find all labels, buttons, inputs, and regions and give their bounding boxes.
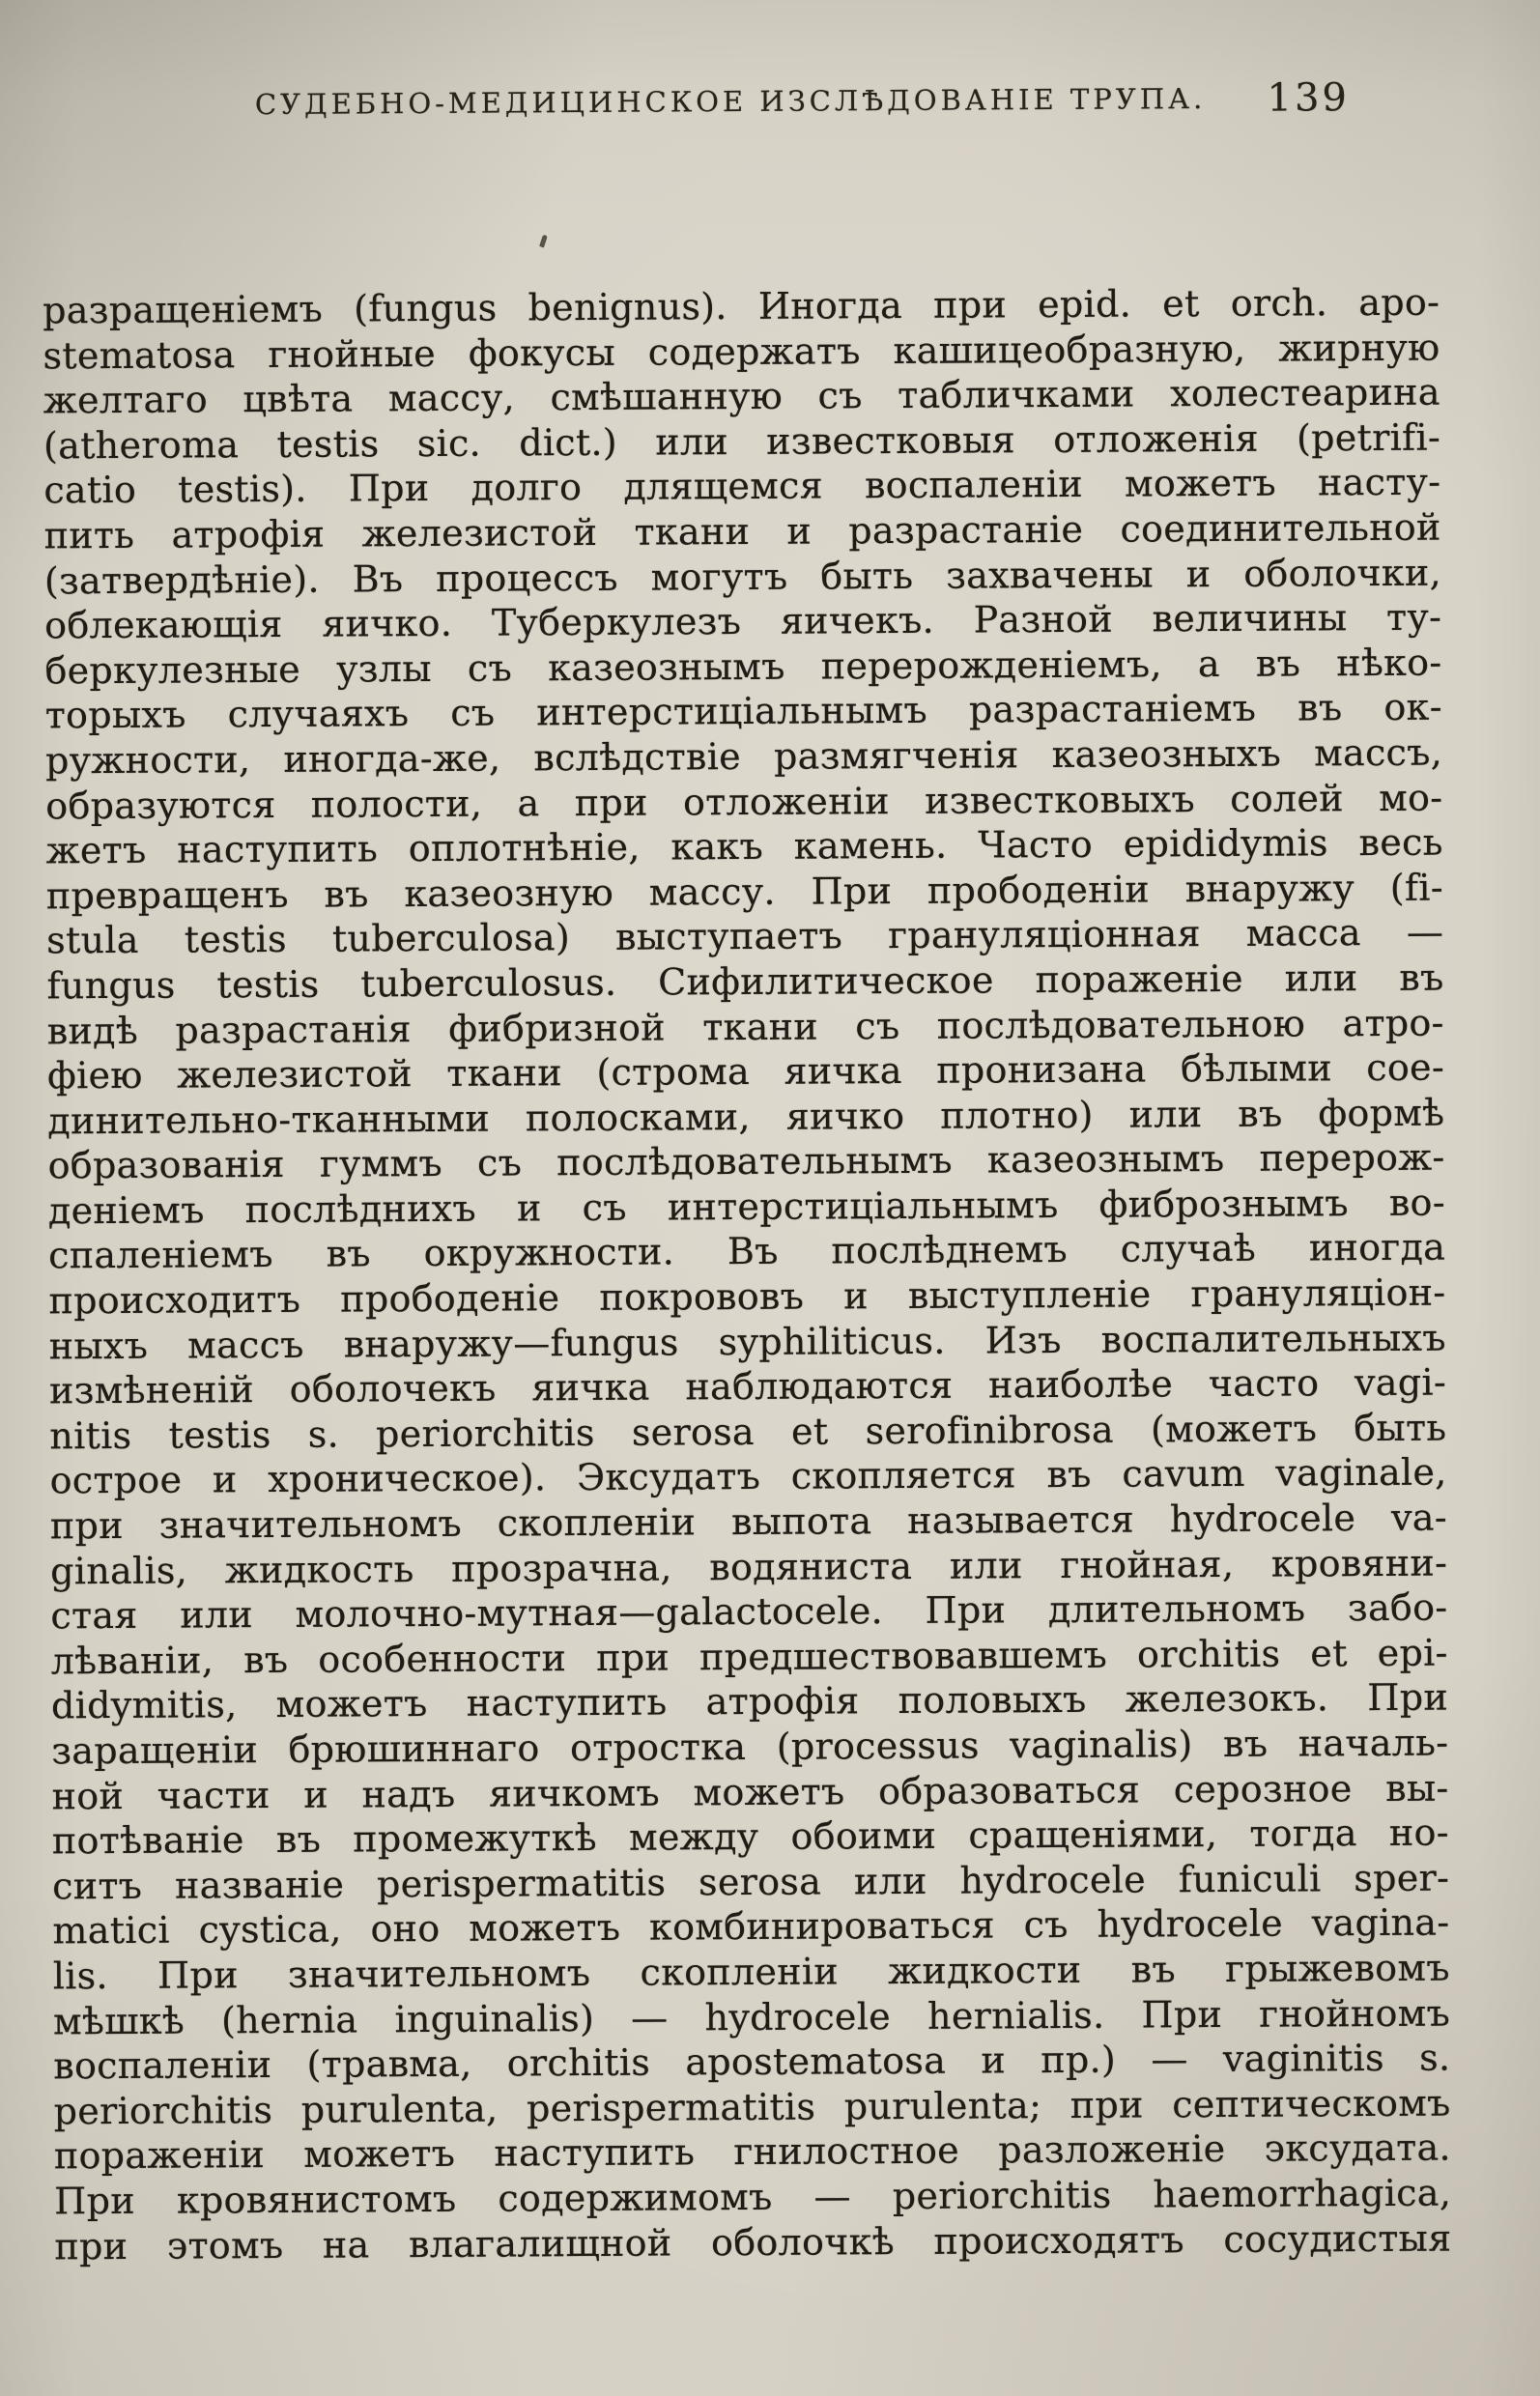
text-line: (затвердѣніе). Въ процессъ могутъ быть захвачены и оболочки, [43,551,1442,602]
page-content [41,0,1451,2269]
text-line: деніемъ послѣднихъ и съ интерстиціальнымъ фибрознымъ во- [47,1181,1446,1233]
text-line: облекающія яичко. Туберкулезъ яичекъ. Разной величины ту- [44,595,1442,647]
text-line: nitis testis s. periorchitis serosa et serofinibrosa (можетъ быть [49,1406,1447,1458]
text-line: мѣшкѣ (hernia inguinalis) — hydrocele hernialis. При гнойномъ [52,1991,1451,2042]
text-line: пораженіи можетъ наступить гнилостное разложеніе эксудата. [53,2125,1451,2178]
body-text-block [43,280,1451,2269]
text-line: didymitis, можетъ наступить атрофія половыхъ железокъ. При [50,1675,1449,1727]
text-line: при значительномъ скопленіи выпота называется hydrocele va- [49,1496,1448,1548]
text-line: lis. При значительномъ скопленіи жидкости въ грыжевомъ [52,1946,1450,1998]
text-line: видѣ разрастанія фибризной ткани съ послѣдовательною атро- [46,1001,1444,1052]
running-header [42,75,1439,136]
text-line: ситъ названіе perispermatitis serosa или hydrocele funiculi sper- [52,1856,1450,1908]
text-line: спаленіемъ въ окружности. Въ послѣднемъ случаѣ иногда [48,1226,1446,1277]
text-line: matici cystica, оно можетъ комбинироваться съ hydrocele vagina- [52,1900,1450,1953]
text-line: торыхъ случаяхъ съ интерстиціальнымъ разрастаніемъ въ ок- [44,685,1442,737]
text-line: catio testis). При долго длящемся воспаленіи можетъ насту- [43,460,1441,512]
text-line: динительно-тканными полосками, яичко плотно) или въ формѣ [47,1091,1445,1143]
text-line: заращеніи брюшиннаго отростка (processus vaginalis) въ началь- [51,1721,1449,1773]
text-line: (atheroma testis sic. dict.) или известковыя отложенія (petrifi- [43,415,1441,468]
text-line: при этомъ на влагалищной оболочкѣ происходятъ сосудистыя [54,2216,1452,2268]
text-line: желтаго цвѣта массу, смѣшанную съ табличками холестеарина [43,370,1440,422]
text-line: жетъ наступить оплотнѣніе, какъ камень. Часто epididymis весь [45,820,1443,872]
text-line: stematosa гнойные фокусы содержатъ кашицеобразную, жирную [43,326,1440,378]
text-line: пить атрофія железистой ткани и разрастаніе соединительной [43,505,1441,557]
text-line: потѣваніе въ промежуткѣ между обоими сращеніями, тогда но- [51,1811,1450,1863]
page-number: 139 [1267,75,1351,121]
text-line: periorchitis purulenta, perispermatitis purulenta; при септическомъ [53,2081,1451,2133]
text-line: лѣваніи, въ особенности при предшествовавшемъ orchitis et epi- [50,1631,1448,1683]
text-line: ныхъ массъ внаружу—fungus syphiliticus. Изъ воспалительныхъ [48,1316,1446,1368]
text-line: ной части и надъ яичкомъ можетъ образоваться серозное вы- [51,1766,1449,1817]
text-line: образуются полости, а при отложеніи известковыхъ солей мо- [45,776,1443,827]
text-line: острое и хроническое). Эксудатъ скопляется въ cavum vaginale, [49,1451,1447,1502]
text-line: ginalis, жидкость прозрачна, водяниста или гнойная, кровяни- [50,1541,1448,1593]
text-line: образованія гуммъ съ послѣдовательнымъ казеознымъ перерож- [47,1135,1445,1187]
text-line: стая или молочно-мутная—galactocele. При длительномъ забо- [50,1585,1448,1638]
text-line: происходитъ прободеніе покрововъ и выступленіе грануляціон- [48,1270,1446,1323]
running-header-title: СУДЕБНО-МЕДИЦИНСКОЕ ИЗСЛѢДОВАНІЕ ТРУПА. [254,82,1207,122]
text-line: разращеніемъ (fungus benignus). Иногда при epid. et orch. apo- [43,280,1440,332]
text-line: превращенъ въ казеозную массу. При прободеніи внаружу (fi- [45,866,1444,918]
text-line: stula testis tuberculosa) выступаетъ грануляціонная масса — [46,910,1444,962]
text-line: беркулезные узлы съ казеознымъ перерожденіемъ, а въ нѣко- [44,641,1442,693]
text-line: фіею железистой ткани (строма яичка пронизана бѣлыми сое- [46,1045,1445,1098]
text-line: fungus testis tuberculosus. Сифилитическое пораженіе или въ [46,956,1444,1008]
text-line: воспаленіи (травма, orchitis apostematosa и пр.) — vaginitis s. [53,2036,1451,2088]
text-line: измѣненій оболочекъ яичка наблюдаются наиболѣе часто vagi- [48,1360,1447,1412]
text-line: При кровянистомъ содержимомъ — periorchitis haemorrhagica, [54,2171,1452,2223]
text-line: ружности, иногда-же, вслѣдствіе размягченія казеозныхъ массъ, [44,730,1443,783]
